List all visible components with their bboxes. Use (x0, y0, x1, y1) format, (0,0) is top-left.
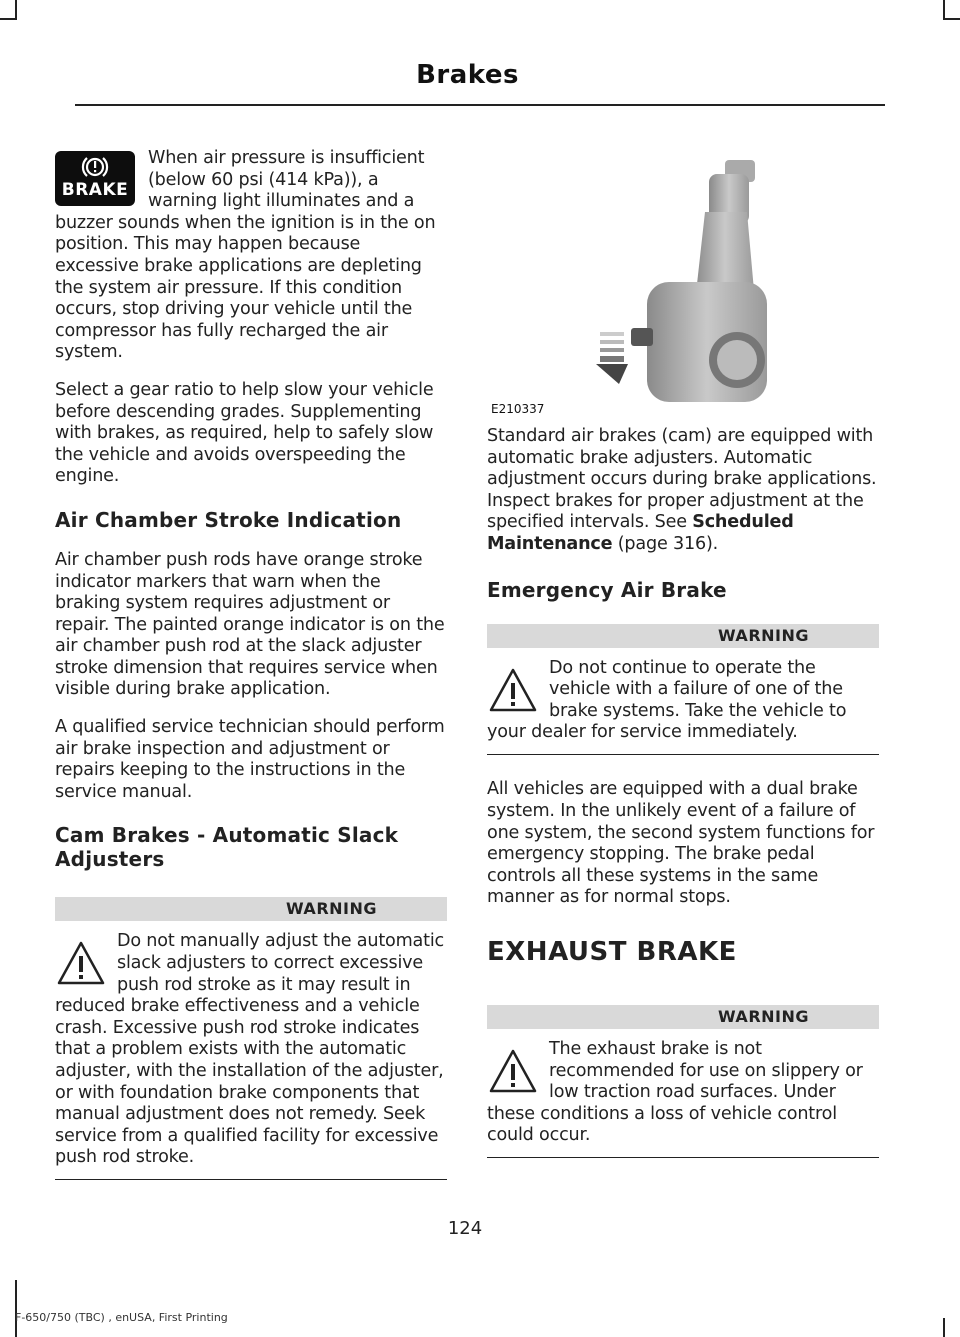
slack-adjuster-illustration (587, 152, 787, 414)
warning-box (487, 658, 879, 756)
warning-header: WARNING (487, 1005, 879, 1029)
crop-mark (15, 1280, 17, 1337)
crop-mark (15, 0, 17, 20)
warning-triangle-icon (55, 939, 107, 989)
slack-adjuster-figure (487, 148, 879, 414)
heading-air-chamber-stroke: Air Chamber Stroke Indication (55, 507, 402, 532)
figure-id: E210337 (491, 402, 545, 416)
air-pressure-paragraph: When air pressure is insufficient (below 60 psi (414 kPa)), a warning light illuminates and a buzzer sounds when the ignition is in the on position. This may happen because excessive brake applications are depleting the system air pressure. If this condition occurs, stop driving your vehicle until the compressor has fully recharged the air system. (55, 148, 436, 363)
brake-circle-icon (81, 155, 109, 179)
gear-ratio-paragraph: Select a gear ratio to help slow your vehicle before descending grades. Supplementing with brakes, as required, help to safely slow the vehicle and avoids overspeeding the engine. (55, 379, 434, 487)
dual-brake-paragraph: All vehicles are equipped with a dual brake system. In the unlikely event of a failure of one system, the second system functions for emergency stopping. The brake pedal controls all these systems in the same manner as for normal stops. (487, 779, 875, 908)
scheduled-maintenance-link[interactable]: Scheduled Maintenance (487, 512, 794, 554)
brake-warning-icon (55, 151, 135, 206)
crop-mark (943, 1318, 945, 1337)
warning-divider (55, 1179, 447, 1181)
heading-emergency-air-brake: Emergency Air Brake (487, 577, 727, 602)
crop-mark (0, 18, 17, 20)
warning-text: The exhaust brake is not recommended for use on slippery or low traction road surfaces. Under these conditions a loss of vehicle control could occur. (487, 1039, 863, 1146)
warning-header: WARNING (55, 897, 447, 921)
warning-triangle-icon (487, 666, 539, 716)
warning-header: WARNING (487, 624, 879, 648)
warning-box (487, 1039, 879, 1158)
brake-icon-label: BRAKE (61, 180, 129, 200)
stroke-indicator-paragraph: Air chamber push rods have orange stroke indicator markers that warn when the braking system requires adjustment or repair. The painted orange indicator is on the air chamber push rod at the slack adjuster stroke dimension that requires service when visible during brake application. (55, 549, 445, 700)
heading-exhaust-brake: EXHAUST BRAKE (487, 937, 737, 967)
crop-mark (943, 18, 960, 20)
standard-air-brakes-paragraph (487, 426, 879, 556)
page-number: 124 (447, 1218, 483, 1239)
header-divider (75, 104, 885, 106)
standard-text: Standard air brakes (cam) are equipped with automatic brake adjusters. Automatic adjustment occurs during brake applications. Inspect brakes for proper adjustment at the specified intervals. See (487, 426, 877, 533)
intro-section (55, 148, 447, 364)
right-column (487, 148, 879, 1182)
technician-paragraph: A qualified service technician should perform air brake inspection and adjustment or repairs keeping to the instructions in the service manual. (55, 717, 445, 802)
heading-cam-brakes: Cam Brakes - Automatic Slack Adjusters (55, 823, 399, 872)
warning-divider (487, 754, 879, 756)
warning-divider (487, 1157, 879, 1159)
edition-footer: F-650/750 (TBC) , enUSA, First Printing (15, 1311, 228, 1324)
warning-text: Do not manually adjust the automatic slack adjusters to correct excessive push rod stroke as it may result in reduced brake effectiveness and a vehicle crash. Excessive push rod stroke indicates that a problem exists with the automatic adjuster, with the installation of the adjuster, or with foundation brake components that manual adjustment does not remedy. Seek service from a qualified facility for excessive push rod stroke. (55, 931, 444, 1168)
page-title: Brakes (416, 60, 519, 90)
page-reference: (page 316). (612, 533, 719, 554)
warning-text: Do not continue to operate the vehicle with a failure of one of the brake systems. Take the vehicle to your dealer for service immediately. (487, 657, 847, 743)
warning-triangle-icon (487, 1047, 539, 1097)
crop-mark (943, 0, 945, 20)
warning-box (55, 931, 447, 1180)
left-column (55, 148, 447, 1204)
